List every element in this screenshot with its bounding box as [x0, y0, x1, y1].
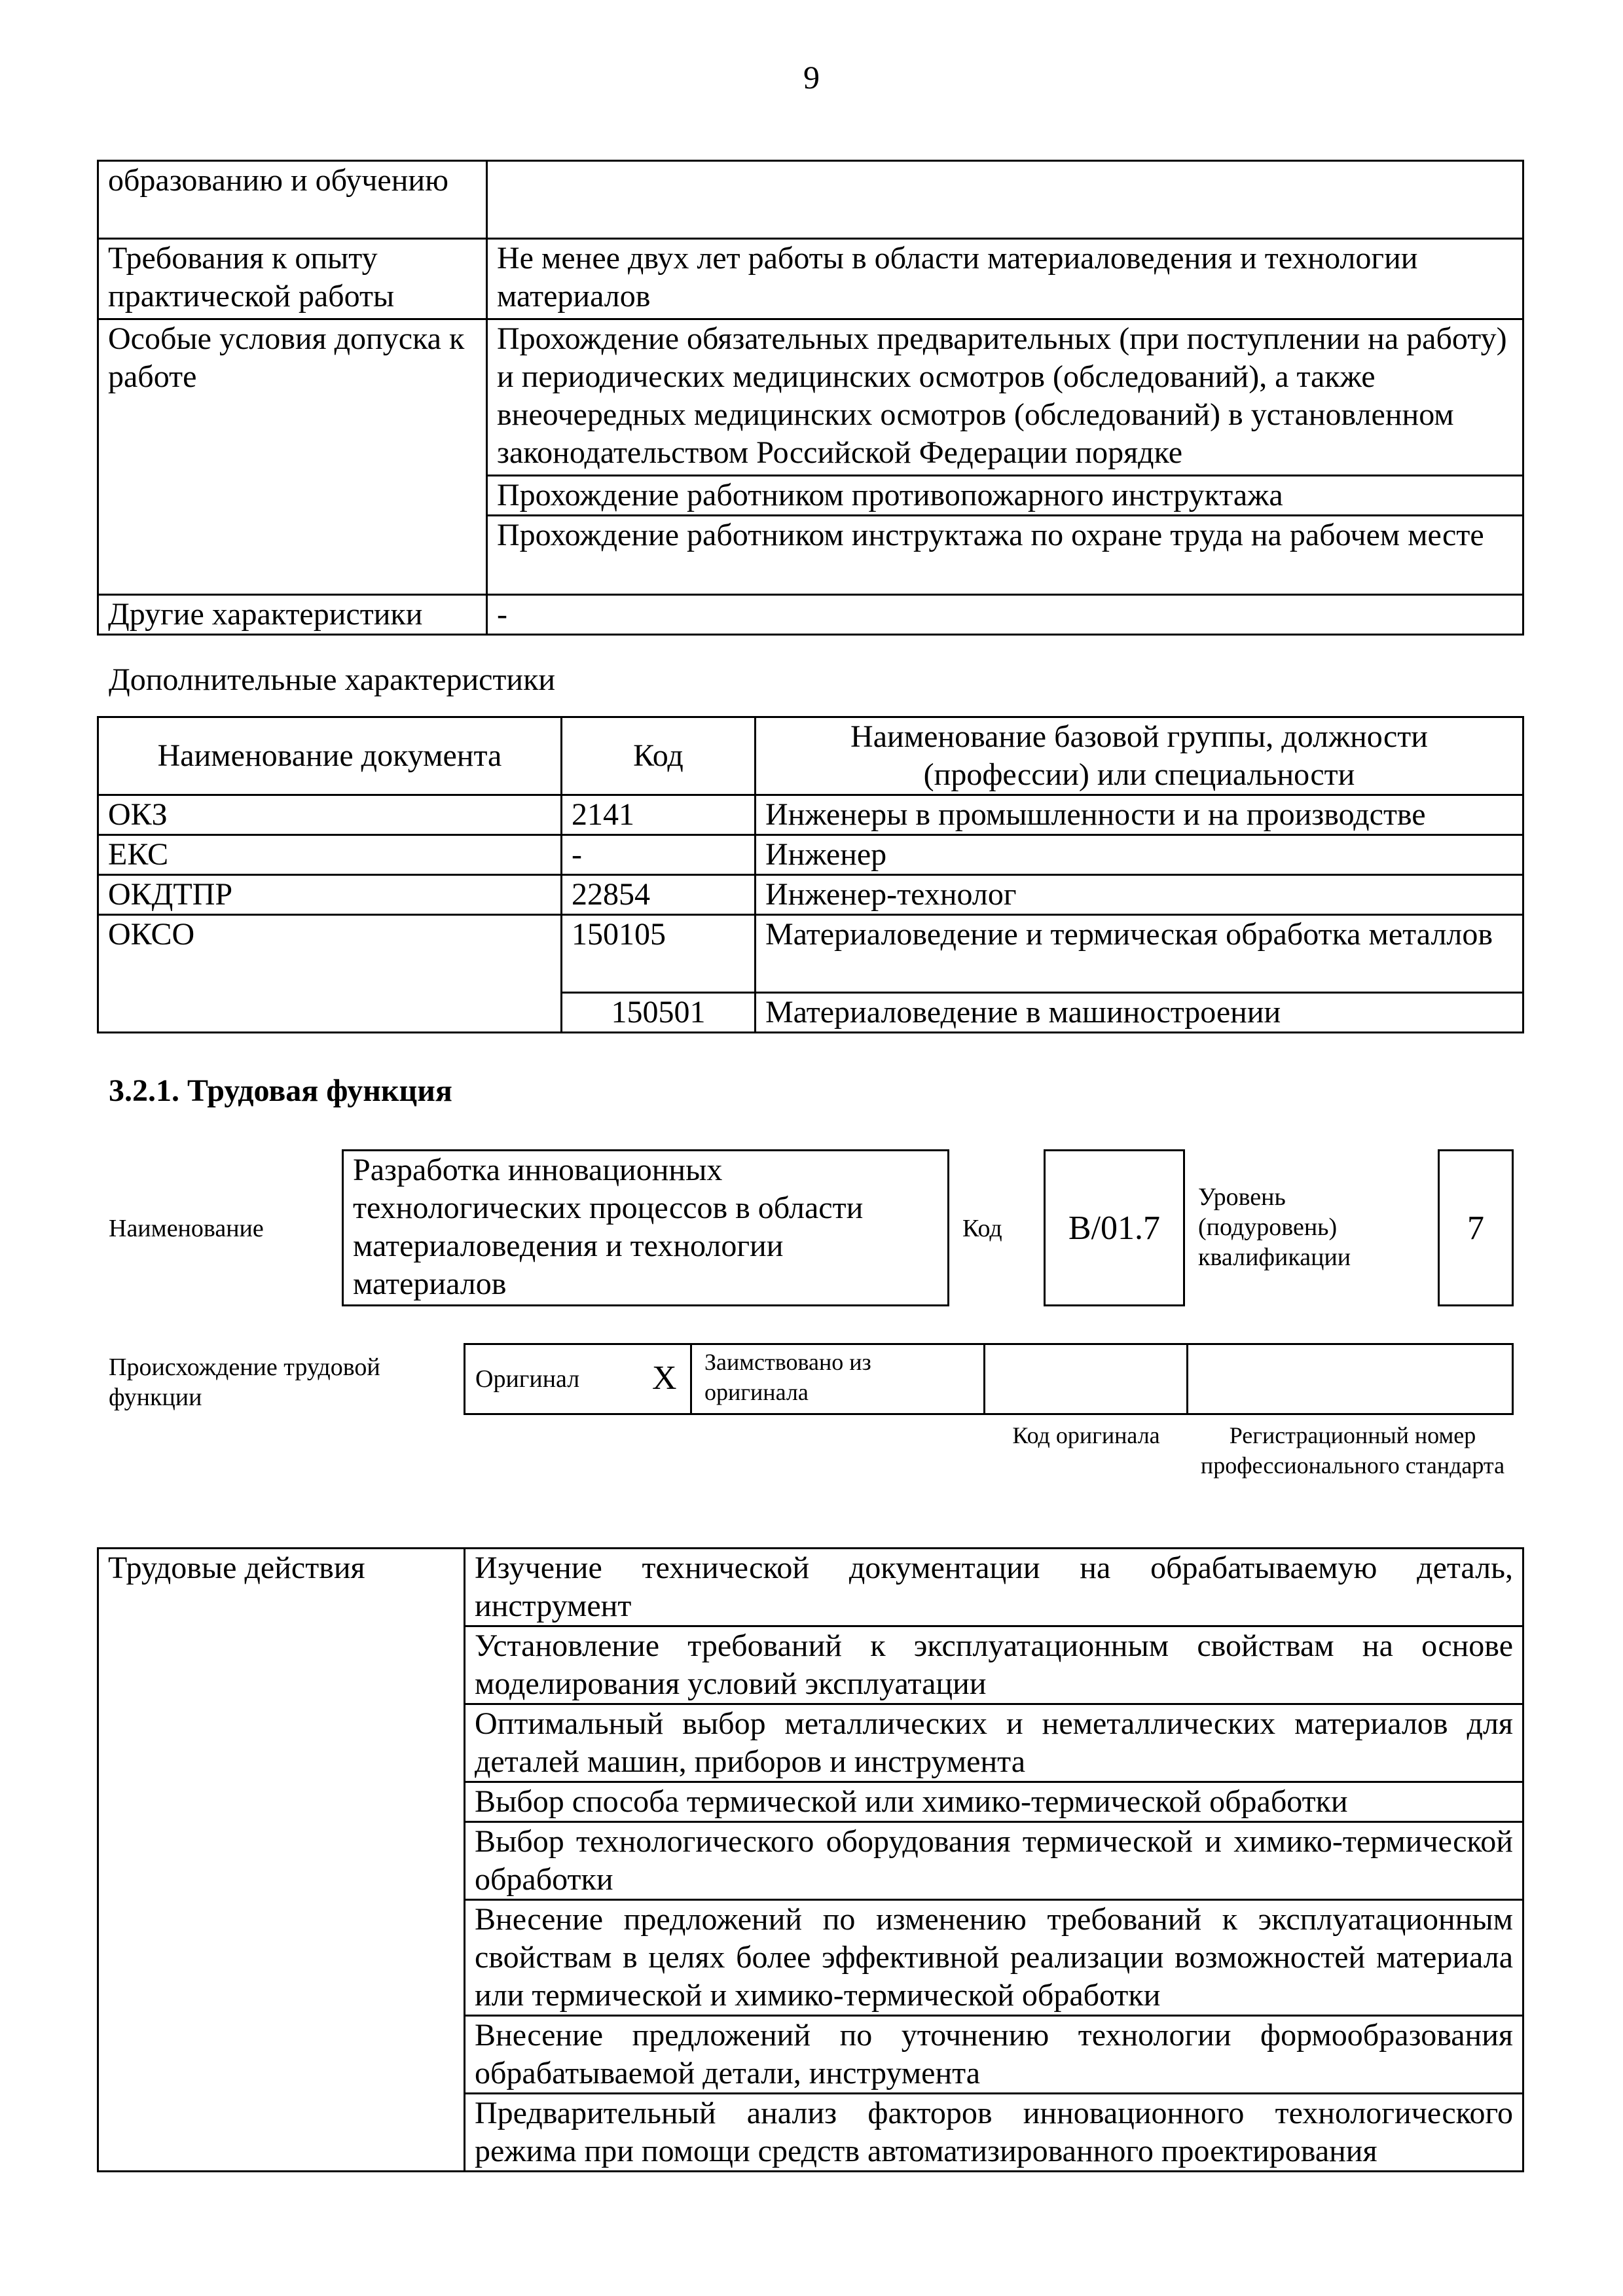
qualification-table — [97, 160, 1524, 636]
action-item: Выбор технологического оборудования термической и химико-термической обработки — [465, 1822, 1523, 1900]
table-row — [98, 161, 1523, 239]
row-value — [487, 161, 1523, 239]
table-row — [98, 1549, 1523, 1626]
cell-code: - — [562, 835, 756, 875]
origin-box — [464, 1343, 1514, 1415]
function-name-label: Наименование — [109, 1215, 264, 1242]
labor-actions-table — [97, 1547, 1524, 2172]
table-row — [98, 875, 1523, 915]
table-row — [98, 239, 1523, 319]
cell-name: Инженеры в промышленности и на производстве — [756, 795, 1523, 835]
origin-code-caption: Код оригинала — [1012, 1422, 1160, 1448]
function-code-label: Код — [962, 1215, 1002, 1242]
cell-document: ОКЗ — [98, 795, 562, 835]
row-label: образованию и обучению — [98, 161, 487, 239]
cell-name: Инженер-технолог — [756, 875, 1523, 915]
origin-reg-caption: Регистрационный номер профессионального стандарта — [1200, 1422, 1505, 1479]
action-item: Предварительный анализ факторов инновационного технологического режима при помощи средств автоматизированного проектирования — [465, 2094, 1523, 2172]
action-item: Изучение технической документации на обрабатываемую деталь, инструмент — [465, 1549, 1523, 1626]
function-code-value: B/01.7 — [1068, 1209, 1161, 1247]
function-level-label: Уровень (подуровень) квалификации — [1198, 1183, 1351, 1271]
table-header-row — [98, 717, 1523, 795]
cell-document: ОКСО — [98, 915, 562, 1033]
action-item: Оптимальный выбор металлических и неметаллических материалов для деталей машин, приборов и инструмента — [465, 1704, 1523, 1782]
cell-name: Материаловедение и термическая обработка металлов — [756, 915, 1523, 993]
table-row — [98, 795, 1523, 835]
origin-label: Происхождение трудовой функции — [109, 1354, 380, 1411]
function-code-box — [1044, 1149, 1185, 1306]
function-level-box — [1438, 1149, 1514, 1306]
origin-divider — [1186, 1343, 1188, 1415]
header-group-name: Наименование базовой группы, должности (профессии) или специальности — [756, 717, 1523, 795]
function-name-value: Разработка инновационных технологических процессов в области материаловедения и технологии материалов — [353, 1153, 864, 1301]
table-row — [98, 915, 1523, 993]
row-value: Не менее двух лет работы в области материаловедения и технологии материалов — [487, 239, 1523, 319]
origin-original-label: Оригинал — [475, 1365, 580, 1393]
table-row — [98, 319, 1523, 476]
origin-borrowed-label: Заимствовано из оригинала — [704, 1349, 871, 1405]
additional-table — [97, 716, 1524, 1033]
action-item: Внесение предложений по уточнению технологии формообразования обрабатываемой детали, инструмента — [465, 2016, 1523, 2094]
function-title: 3.2.1. Трудовая функция — [109, 1073, 452, 1108]
cell-name: Инженер — [756, 835, 1523, 875]
action-item: Установление требований к эксплуатационным свойствам на основе моделирования условий эксплуатации — [465, 1626, 1523, 1704]
row-value: Прохождение работником инструктажа по охране труда на рабочем месте — [487, 516, 1523, 595]
function-name-box — [342, 1149, 949, 1306]
cell-code: 2141 — [562, 795, 756, 835]
row-value: Прохождение обязательных предварительных (при поступлении на работу) и периодических медицинских осмотров (обследований), а также внеочередных медицинских осмотров (обследований) в установленном законодательством Российской Федерации порядке — [487, 319, 1523, 476]
row-value: Прохождение работником противопожарного инструктажа — [487, 476, 1523, 516]
additional-title: Дополнительные характеристики — [109, 662, 556, 697]
cell-code: 150105 — [562, 915, 756, 993]
origin-divider — [690, 1343, 692, 1415]
row-value: - — [487, 595, 1523, 635]
cell-name: Материаловедение в машиностроении — [756, 993, 1523, 1033]
row-label: Требования к опыту практической работы — [98, 239, 487, 319]
table-row — [98, 595, 1523, 635]
origin-divider — [983, 1343, 985, 1415]
cell-code: 22854 — [562, 875, 756, 915]
cell-code: 150501 — [562, 993, 756, 1033]
actions-label: Трудовые действия — [98, 1549, 465, 2172]
header-document: Наименование документа — [98, 717, 562, 795]
row-label: Особые условия допуска к работе — [98, 319, 487, 595]
origin-original-mark: X — [652, 1359, 677, 1397]
header-code: Код — [562, 717, 756, 795]
cell-document: ЕКС — [98, 835, 562, 875]
row-label: Другие характеристики — [98, 595, 487, 635]
action-item: Выбор способа термической или химико-термической обработки — [465, 1782, 1523, 1822]
action-item: Внесение предложений по изменению требований к эксплуатационным свойствам в целях более эффективной реализации возможностей материала или термической и химико-термической обработки — [465, 1900, 1523, 2016]
function-level-value: 7 — [1467, 1209, 1484, 1247]
cell-document: ОКДТПР — [98, 875, 562, 915]
table-row — [98, 835, 1523, 875]
page-number: 9 — [803, 59, 820, 96]
